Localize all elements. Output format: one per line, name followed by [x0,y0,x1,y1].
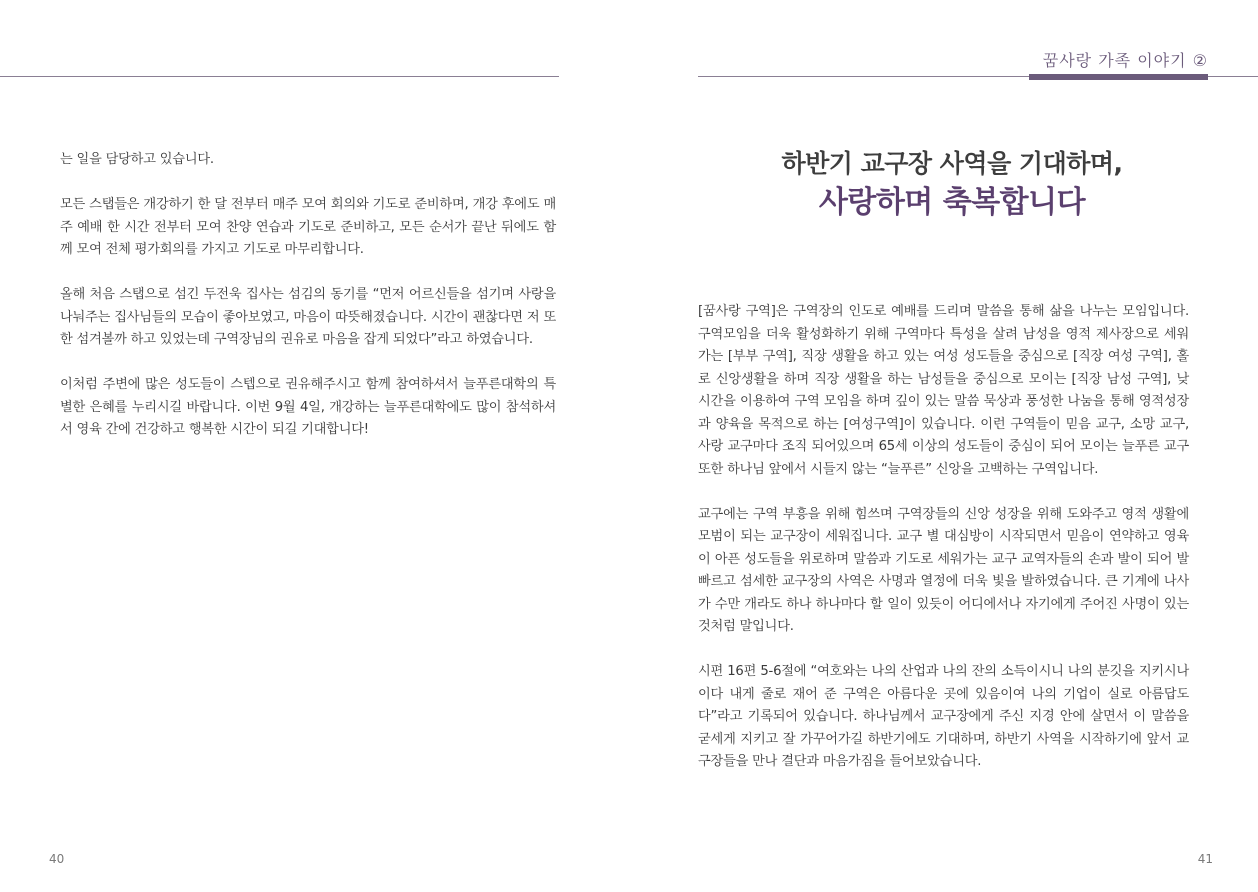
left-paragraph: 모든 스탭들은 개강하기 한 달 전부터 매주 모여 회의와 기도로 준비하며, 개강 후에도 매주 예배 한 시간 전부터 모여 찬양 연습과 기도로 준비하고, 모든 순서가 끝난 뒤에도 함께 모여 전체 평가회의를 가지고 기도로 마무리합니다. [60,197,556,257]
left-paragraph: 올해 처음 스탭으로 섬긴 두전욱 집사는 섬김의 동기를 “먼저 어르신들을 섬기며 사랑을 나눠주는 집사님들의 모습이 좋아보였고, 마음이 따뜻해졌습니다. 시간이 괜찮다면 저 또한 섬겨볼까 하고 있었는데 구역장님의 권유로 마음을 잡게 되었다”라고 하였습니다. [60,287,556,347]
right-page [629,0,1258,892]
left-paragraph: 는 일을 담당하고 있습니다. [60,152,214,167]
right-paragraph: 교구에는 구역 부흥을 위해 힘쓰며 구역장들의 신앙 성장을 위해 도와주고 영적 생활에 모범이 되는 교구장이 세워집니다. 교구 별 대심방이 시작되면서 믿음이 연약하고 영육이 아픈 성도들을 위로하며 말씀과 기도로 세워가는 교구 교역자들의 손과 발이 되어 발빠르고 섬세한 교구장의 사역은 사명과 열정에 더욱 빛을 발하였습니다. 큰 기계에 나사가 수만 개라도 하나 하나마다 할 일이 있듯이 어디에서나 자기에게 주어진 사명이 있는 것처럼 말입니다. [698,506,1189,634]
left-body-text [60,149,556,464]
header-rule-left [0,76,559,77]
right-paragraph: 시편 16편 5-6절에 “여호와는 나의 산업과 나의 잔의 소득이시니 나의 분깃을 지키시나이다 내게 줄로 재어 준 구역은 아름다운 곳에 있음이여 나의 기업이 실로 아름답도다”라고 기록되어 있습니다. 하나님께서 교구장에게 주신 지경 안에 살면서 이 말씀을 굳세게 지키고 잘 가꾸어가길 하반기에도 기대하며, 하반기 사역을 시작하기에 앞서 교구장들을 만나 결단과 마음가짐을 들어보았습니다. [698,664,1189,769]
headline-line-1: 하반기 교구장 사역을 기대하며, [781,149,1123,178]
right-paragraph: [꿈사랑 구역]은 구역장의 인도로 예배를 드리며 말씀을 통해 삶을 나누는 모임입니다. 구역모임을 더욱 활성화하기 위해 구역마다 특성을 살려 남성을 영적 제사장으로 세워가는 [부부 구역], 직장 생활을 하고 있는 여성 성도들을 중심으로 [직장 여성 구역], 홀로 신앙생활을 하며 직장 생활을 하는 남성들을 중심으로 모이는 [직장 남성 구역], 낮 시간을 이용하여 구역 모임을 하며 깊이 있는 말씀 묵상과 풍성한 나눔을 통해 영적성장과 양육을 목적으로 하는 [여성구역]이 있습니다. 이런 구역들이 믿음 교구, 소망 교구, 사랑 교구마다 조직 되어있으며 65세 이상의 성도들이 중심이 되어 모이는 늘푸른 교구 또한 하나님 앞에서 시들지 않는 “늘푸른” 신앙을 고백하는 구역입니다. [698,304,1189,477]
article-headline [698,146,1206,224]
page-number-left: 40 [49,852,65,866]
header-accent-bar [1029,74,1208,80]
right-body-text [698,301,1189,796]
left-paragraph: 이처럼 주변에 많은 성도들이 스텝으로 권유해주시고 함께 참여하셔서 늘푸른대학의 특별한 은혜를 누리시길 바랍니다. 이번 9월 4일, 개강하는 늘푸른대학에도 많이 참석하셔서 영육 간에 건강하고 행복한 시간이 되길 기대합니다! [60,377,556,437]
headline-line-2: 사랑하며 축복합니다 [818,185,1086,220]
page-number-right: 41 [1197,852,1213,866]
section-header-title: 꿈사랑 가족 이야기 ② [1042,51,1208,70]
